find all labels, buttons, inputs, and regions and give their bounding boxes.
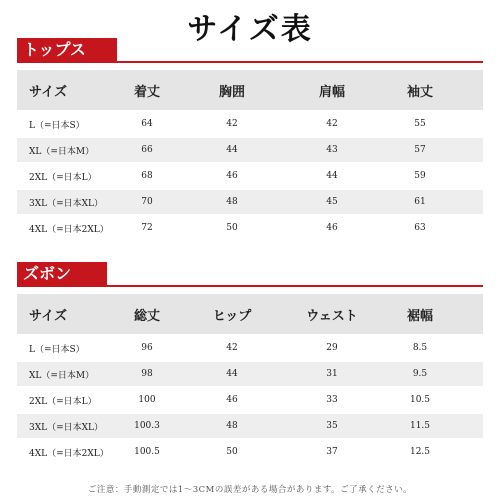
waist-cell: 33 <box>326 395 338 405</box>
size-cell: 3XL（=日本XL） <box>29 198 104 209</box>
shoulder-cell: 44 <box>326 171 338 181</box>
chest-cell: 48 <box>226 197 238 207</box>
bottoms-section-divider <box>17 285 483 287</box>
tops-section-divider <box>17 61 483 63</box>
total-length-cell: 98 <box>141 369 153 379</box>
length-cell: 66 <box>141 145 153 155</box>
tops-section-label: トップス <box>17 38 117 62</box>
waist-cell: 35 <box>326 421 338 431</box>
chest-cell: 46 <box>226 171 238 181</box>
hip-cell: 44 <box>226 369 238 379</box>
waist-cell: 29 <box>326 343 338 353</box>
tops-header-row <box>17 70 483 110</box>
total-length-cell: 96 <box>141 343 153 353</box>
table-row <box>17 362 483 386</box>
hem-cell: 12.5 <box>409 447 431 457</box>
total-length-cell: 100.5 <box>134 447 160 457</box>
sleeve-cell: 57 <box>414 145 426 155</box>
sleeve-cell: 63 <box>414 223 426 233</box>
hem-cell: 8.5 <box>412 343 428 353</box>
shoulder-cell: 46 <box>326 223 338 233</box>
bottoms-section-label: ズボン <box>17 262 107 286</box>
size-cell: 4XL（=日本2XL） <box>29 448 109 459</box>
table-row <box>17 216 483 240</box>
bottoms-header-row <box>17 294 483 334</box>
tops-header-sleeve: 袖丈 <box>406 84 433 100</box>
length-cell: 72 <box>141 223 153 233</box>
bottoms-header-waist: ウェスト <box>306 308 358 324</box>
bottoms-header-size: サイズ <box>29 308 67 324</box>
hem-cell: 11.5 <box>409 421 431 431</box>
size-cell: 2XL（=日本L） <box>29 396 97 407</box>
size-cell: 2XL（=日本L） <box>29 172 97 183</box>
hip-cell: 48 <box>226 421 238 431</box>
table-row <box>17 164 483 188</box>
total-length-cell: 100.3 <box>134 421 160 431</box>
hem-cell: 9.5 <box>412 369 428 379</box>
sleeve-cell: 61 <box>414 197 426 207</box>
size-cell: L（=日本S） <box>29 120 85 131</box>
bottoms-header-total-length: 総丈 <box>133 308 160 324</box>
table-row <box>17 414 483 438</box>
shoulder-cell: 45 <box>326 197 338 207</box>
hip-cell: 50 <box>226 447 238 457</box>
chest-cell: 42 <box>226 119 238 129</box>
hem-cell: 10.5 <box>409 395 431 405</box>
tops-header-chest: 胸囲 <box>218 84 245 100</box>
length-cell: 70 <box>141 197 153 207</box>
total-length-cell: 100 <box>138 395 156 405</box>
waist-cell: 37 <box>326 447 338 457</box>
bottoms-header-hip: ヒップ <box>212 308 252 324</box>
size-cell: XL（=日本M） <box>29 370 95 381</box>
shoulder-cell: 43 <box>326 145 338 155</box>
table-row <box>17 190 483 214</box>
chest-cell: 50 <box>226 223 238 233</box>
size-cell: XL（=日本M） <box>29 146 95 157</box>
hip-cell: 42 <box>226 343 238 353</box>
table-row <box>17 112 483 136</box>
table-row <box>17 336 483 360</box>
sleeve-cell: 55 <box>414 119 426 129</box>
length-cell: 68 <box>141 171 153 181</box>
tops-header-size: サイズ <box>29 84 67 100</box>
chest-cell: 44 <box>226 145 238 155</box>
size-cell: L（=日本S） <box>29 344 85 355</box>
table-row <box>17 138 483 162</box>
shoulder-cell: 42 <box>326 119 338 129</box>
table-row <box>17 388 483 412</box>
tops-header-shoulder: 肩幅 <box>318 84 345 100</box>
bottoms-header-hem: 裾幅 <box>406 308 433 324</box>
sleeve-cell: 59 <box>414 171 426 181</box>
hip-cell: 46 <box>226 395 238 405</box>
measurement-note: ご注意：手動測定では1～3CMの誤差がある場合があります。ご了承ください。 <box>87 485 413 495</box>
waist-cell: 31 <box>326 369 338 379</box>
tops-header-length: 着丈 <box>133 84 160 100</box>
size-cell: 4XL（=日本2XL） <box>29 224 109 235</box>
table-row <box>17 440 483 464</box>
page-title: サイズ表 <box>187 12 313 47</box>
size-cell: 3XL（=日本XL） <box>29 422 104 433</box>
length-cell: 64 <box>141 119 153 129</box>
